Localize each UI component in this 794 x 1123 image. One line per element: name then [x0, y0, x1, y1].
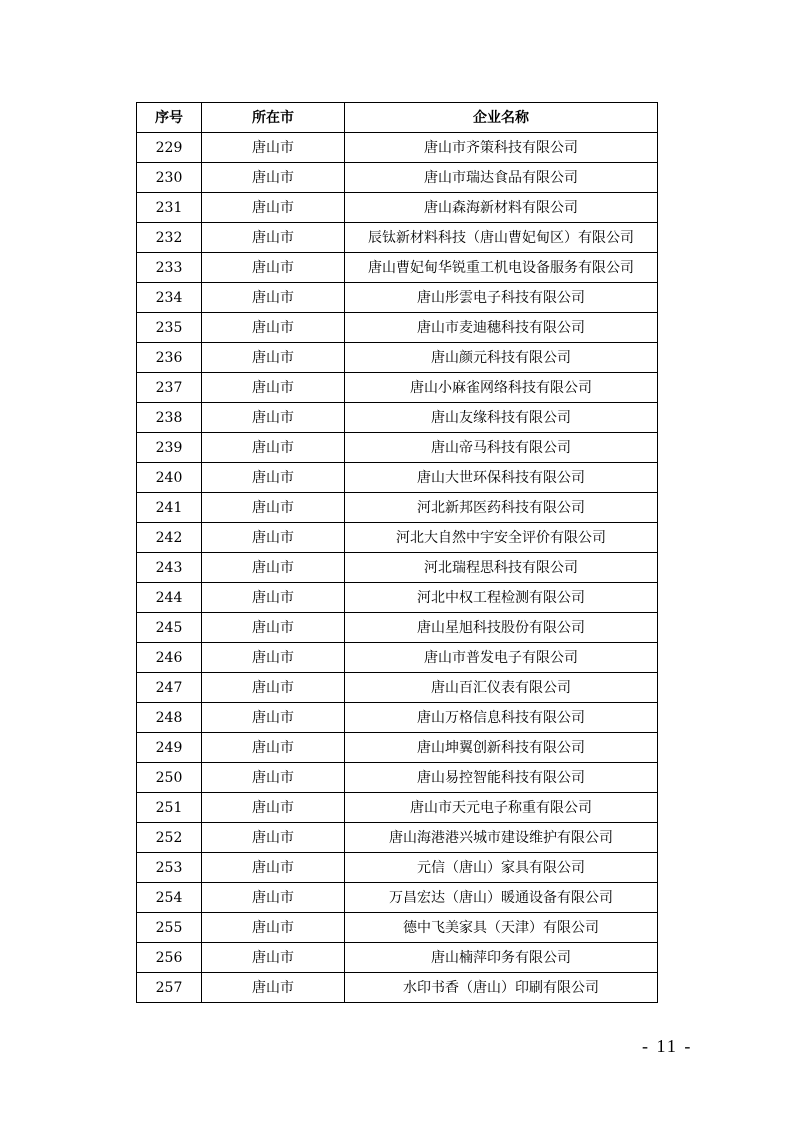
cell-city: 唐山市 [202, 403, 345, 433]
cell-company-name: 唐山市齐策科技有限公司 [345, 133, 658, 163]
cell-city: 唐山市 [202, 793, 345, 823]
cell-serial-number: 243 [137, 553, 202, 583]
cell-city: 唐山市 [202, 733, 345, 763]
cell-serial-number: 252 [137, 823, 202, 853]
cell-company-name: 唐山颜元科技有限公司 [345, 343, 658, 373]
cell-serial-number: 241 [137, 493, 202, 523]
table-row [137, 523, 658, 553]
table-row [137, 313, 658, 343]
cell-city: 唐山市 [202, 763, 345, 793]
cell-city: 唐山市 [202, 193, 345, 223]
cell-serial-number: 247 [137, 673, 202, 703]
cell-company-name: 唐山森海新材料有限公司 [345, 193, 658, 223]
table-row [137, 943, 658, 973]
cell-company-name: 唐山小麻雀网络科技有限公司 [345, 373, 658, 403]
cell-company-name: 唐山市麦迪穗科技有限公司 [345, 313, 658, 343]
table-row [137, 463, 658, 493]
cell-city: 唐山市 [202, 853, 345, 883]
cell-serial-number: 232 [137, 223, 202, 253]
cell-city: 唐山市 [202, 523, 345, 553]
table-row [137, 823, 658, 853]
cell-company-name: 唐山市瑞达食品有限公司 [345, 163, 658, 193]
cell-city: 唐山市 [202, 673, 345, 703]
cell-city: 唐山市 [202, 223, 345, 253]
table-row [137, 403, 658, 433]
cell-serial-number: 251 [137, 793, 202, 823]
cell-serial-number: 246 [137, 643, 202, 673]
cell-company-name: 唐山曹妃甸华锐重工机电设备服务有限公司 [345, 253, 658, 283]
table-row [137, 433, 658, 463]
cell-company-name: 元信（唐山）家具有限公司 [345, 853, 658, 883]
cell-company-name: 唐山万格信息科技有限公司 [345, 703, 658, 733]
cell-serial-number: 236 [137, 343, 202, 373]
cell-company-name: 唐山百汇仪表有限公司 [345, 673, 658, 703]
table-row [137, 673, 658, 703]
cell-company-name: 唐山坤翼创新科技有限公司 [345, 733, 658, 763]
table-row [137, 883, 658, 913]
cell-serial-number: 239 [137, 433, 202, 463]
cell-city: 唐山市 [202, 643, 345, 673]
cell-city: 唐山市 [202, 253, 345, 283]
cell-company-name: 河北中权工程检测有限公司 [345, 583, 658, 613]
header-company-name: 企业名称 [345, 103, 658, 133]
cell-serial-number: 248 [137, 703, 202, 733]
table-row [137, 973, 658, 1003]
cell-city: 唐山市 [202, 133, 345, 163]
cell-serial-number: 234 [137, 283, 202, 313]
cell-company-name: 唐山海港港兴城市建设维护有限公司 [345, 823, 658, 853]
table-row [137, 283, 658, 313]
cell-company-name: 河北大自然中宇安全评价有限公司 [345, 523, 658, 553]
table-row [137, 703, 658, 733]
cell-company-name: 万昌宏达（唐山）暖通设备有限公司 [345, 883, 658, 913]
cell-serial-number: 255 [137, 913, 202, 943]
table-row [137, 133, 658, 163]
cell-city: 唐山市 [202, 613, 345, 643]
cell-company-name: 水印书香（唐山）印刷有限公司 [345, 973, 658, 1003]
cell-company-name: 唐山易控智能科技有限公司 [345, 763, 658, 793]
table-row [137, 373, 658, 403]
cell-city: 唐山市 [202, 343, 345, 373]
cell-serial-number: 229 [137, 133, 202, 163]
cell-serial-number: 235 [137, 313, 202, 343]
cell-serial-number: 257 [137, 973, 202, 1003]
cell-company-name: 唐山市普发电子有限公司 [345, 643, 658, 673]
table-body [137, 133, 658, 1003]
cell-serial-number: 233 [137, 253, 202, 283]
table-row [137, 733, 658, 763]
table-row [137, 913, 658, 943]
table-row [137, 343, 658, 373]
header-row [137, 103, 658, 133]
table-row [137, 193, 658, 223]
header-serial-number: 序号 [137, 103, 202, 133]
enterprise-table [136, 102, 658, 1003]
cell-city: 唐山市 [202, 973, 345, 1003]
cell-serial-number: 245 [137, 613, 202, 643]
cell-company-name: 唐山楠萍印务有限公司 [345, 943, 658, 973]
cell-city: 唐山市 [202, 313, 345, 343]
cell-city: 唐山市 [202, 943, 345, 973]
cell-serial-number: 249 [137, 733, 202, 763]
table-row [137, 643, 658, 673]
cell-serial-number: 230 [137, 163, 202, 193]
cell-company-name: 唐山大世环保科技有限公司 [345, 463, 658, 493]
cell-city: 唐山市 [202, 373, 345, 403]
table-row [137, 223, 658, 253]
cell-company-name: 唐山星旭科技股份有限公司 [345, 613, 658, 643]
cell-serial-number: 250 [137, 763, 202, 793]
cell-company-name: 唐山彤雲电子科技有限公司 [345, 283, 658, 313]
cell-company-name: 河北瑞程思科技有限公司 [345, 553, 658, 583]
table-row [137, 763, 658, 793]
cell-city: 唐山市 [202, 583, 345, 613]
cell-company-name: 德中飞美家具（天津）有限公司 [345, 913, 658, 943]
table-row [137, 793, 658, 823]
cell-serial-number: 238 [137, 403, 202, 433]
cell-serial-number: 256 [137, 943, 202, 973]
header-city: 所在市 [202, 103, 345, 133]
cell-serial-number: 244 [137, 583, 202, 613]
cell-serial-number: 253 [137, 853, 202, 883]
table-header [137, 103, 658, 133]
cell-serial-number: 237 [137, 373, 202, 403]
cell-company-name: 唐山市天元电子称重有限公司 [345, 793, 658, 823]
cell-serial-number: 240 [137, 463, 202, 493]
cell-serial-number: 231 [137, 193, 202, 223]
cell-city: 唐山市 [202, 883, 345, 913]
table-row [137, 853, 658, 883]
cell-city: 唐山市 [202, 913, 345, 943]
table-row [137, 583, 658, 613]
cell-company-name: 辰钛新材料科技（唐山曹妃甸区）有限公司 [345, 223, 658, 253]
table-row [137, 253, 658, 283]
table-row [137, 613, 658, 643]
table-row [137, 493, 658, 523]
cell-serial-number: 242 [137, 523, 202, 553]
cell-company-name: 唐山友缘科技有限公司 [345, 403, 658, 433]
cell-company-name: 河北新邦医药科技有限公司 [345, 493, 658, 523]
cell-city: 唐山市 [202, 163, 345, 193]
cell-company-name: 唐山帝马科技有限公司 [345, 433, 658, 463]
cell-city: 唐山市 [202, 493, 345, 523]
cell-city: 唐山市 [202, 433, 345, 463]
cell-city: 唐山市 [202, 553, 345, 583]
table-row [137, 163, 658, 193]
page-number: - 11 - [642, 1036, 693, 1056]
cell-serial-number: 254 [137, 883, 202, 913]
cell-city: 唐山市 [202, 463, 345, 493]
table-row [137, 553, 658, 583]
cell-city: 唐山市 [202, 823, 345, 853]
cell-city: 唐山市 [202, 703, 345, 733]
cell-city: 唐山市 [202, 283, 345, 313]
